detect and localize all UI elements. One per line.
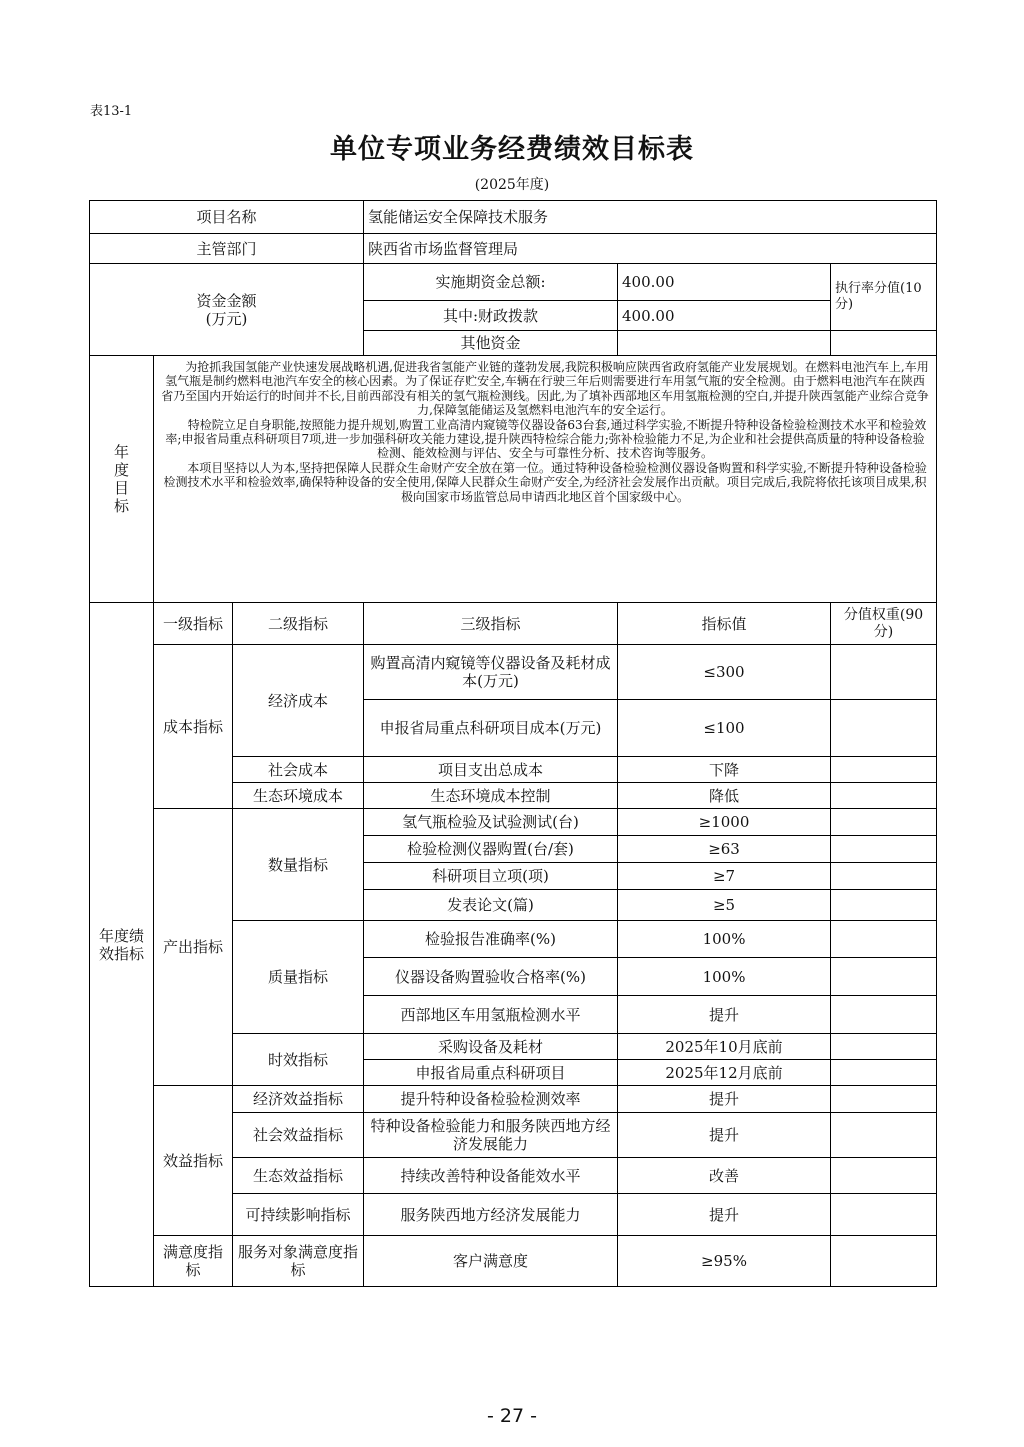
indicator-weight: [831, 809, 937, 836]
indicator-value: 改善: [618, 1158, 831, 1194]
indicator-name: 西部地区车用氢瓶检测水平: [364, 996, 618, 1034]
indicator-name: 采购设备及耗材: [364, 1034, 618, 1060]
funds-other-value: [618, 331, 831, 356]
indicator-weight: [831, 863, 937, 890]
indicator-name: 申报省局重点科研项目成本(万元): [364, 700, 618, 757]
table-row: [90, 1236, 937, 1287]
indicator-name: 申报省局重点科研项目: [364, 1060, 618, 1086]
table-row: [90, 809, 937, 836]
customer-satisfaction-label: 服务对象满意度指标: [233, 1236, 364, 1287]
indicator-weight: [831, 1158, 937, 1194]
indicator-weight: [831, 645, 937, 700]
department-label: 主管部门: [90, 234, 364, 264]
header-weight: 分值权重(90分): [831, 603, 937, 645]
indicator-name: 仪器设备购置验收合格率(%): [364, 958, 618, 996]
funds-fiscal-value: 400.00: [618, 301, 831, 331]
indicator-name: 科研项目立项(项): [364, 863, 618, 890]
goal-paragraph: 为抢抓我国氢能产业快速发展战略机遇,促进我省氢能产业链的蓬勃发展,我院积极响应陕西省政府氢能产业发展规划。在燃料电池汽车上,车用氢气瓶是制约燃料电池汽车安全的核心因素。为了保证存贮安全,车辆在行驶三年后则需要进行车用氢气瓶的安全检测。由于燃料电池汽车在陕西省乃至国内开始运行的时间并不长,目前西部没有相关的氢气瓶检测线。因此,为了填补西部地区车用氢瓶检测的空白,并提升陕西氢能产业综合竞争力,保障氢能储运及氢燃料电池汽车的安全运行。: [161, 360, 929, 418]
social-benefit-label: 社会效益指标: [233, 1113, 364, 1158]
cost-indicator-label: 成本指标: [154, 645, 233, 809]
indicator-value: ≤100: [618, 700, 831, 757]
indicator-name: 发表论文(篇): [364, 890, 618, 921]
indicator-value: ≥7: [618, 863, 831, 890]
indicator-name: 购置高清内窥镜等仪器设备及耗材成本(万元): [364, 645, 618, 700]
indicator-weight: [831, 1236, 937, 1287]
indicator-weight: [831, 1060, 937, 1086]
indicator-name: 提升特种设备检验检测效率: [364, 1086, 618, 1113]
indicator-value: 提升: [618, 1086, 831, 1113]
indicator-value: 2025年12月底前: [618, 1060, 831, 1086]
indicator-value: ≥63: [618, 836, 831, 863]
indicator-weight: [831, 757, 937, 783]
output-indicator-label: 产出指标: [154, 809, 233, 1086]
eco-benefit-label: 生态效益指标: [233, 1158, 364, 1194]
indicator-weight: [831, 836, 937, 863]
indicator-value: ≥1000: [618, 809, 831, 836]
header-value: 指标值: [618, 603, 831, 645]
indicator-value: ≤300: [618, 645, 831, 700]
indicator-name: 氢气瓶检验及试验测试(台): [364, 809, 618, 836]
indicator-weight: [831, 1086, 937, 1113]
indicator-name: 检验检测仪器购置(台/套): [364, 836, 618, 863]
project-name-row: [90, 201, 937, 234]
table-row: [90, 645, 937, 700]
indicator-value: 降低: [618, 783, 831, 809]
indicator-weight: [831, 1034, 937, 1060]
indicator-weight: [831, 1113, 937, 1158]
funds-label: 资金金额 (万元): [90, 264, 364, 356]
department-row: [90, 234, 937, 264]
fiscal-year: (2025年度): [474, 177, 550, 193]
indicator-weight: [831, 783, 937, 809]
funds-other-label: 其他资金: [364, 331, 618, 356]
indicator-weight: [831, 958, 937, 996]
indicator-value: 下降: [618, 757, 831, 783]
indicator-name: 客户满意度: [364, 1236, 618, 1287]
indicator-weight: [831, 996, 937, 1034]
social-cost-label: 社会成本: [233, 757, 364, 783]
indicator-value: ≥95%: [618, 1236, 831, 1287]
indicator-header-row: [90, 603, 937, 645]
execution-rate-score-label: 执行率分值(10分): [831, 264, 937, 331]
project-name-label: 项目名称: [90, 201, 364, 234]
indicator-weight: [831, 921, 937, 958]
indicator-name: 特种设备检验能力和服务陕西地方经济发展能力: [364, 1113, 618, 1158]
benefit-indicator-label: 效益指标: [154, 1086, 233, 1236]
indicator-value: 100%: [618, 958, 831, 996]
goal-paragraph: 本项目坚持以人为本,坚持把保障人民群众生命财产安全放在第一位。通过特种设备检验检测仪器设备购置和科学实验,不断提升特种设备检验检测技术水平和检验效率,确保特种设备的安全使用,保障人民群众生命财产安全,为经济社会发展作出贡献。项目完成后,我院将依托该项目成果,积极向国家市场监管总局申请西北地区首个国家级中心。: [163, 460, 927, 504]
indicator-weight: [831, 700, 937, 757]
indicator-value: 提升: [618, 1194, 831, 1236]
table-row: [90, 1086, 937, 1113]
annual-goal-label: 年度目标: [90, 356, 154, 603]
table-number: 表13-1: [90, 104, 133, 119]
satisfaction-indicator-label: 满意度指标: [154, 1236, 233, 1287]
sustainability-label: 可持续影响指标: [233, 1194, 364, 1236]
quantity-indicator-label: 数量指标: [233, 809, 364, 921]
page-title: 单位专项业务经费绩效目标表: [330, 134, 694, 165]
funds-total-value: 400.00: [618, 264, 831, 301]
funds-total-label: 实施期资金总额:: [364, 264, 618, 301]
indicator-name: 项目支出总成本: [364, 757, 618, 783]
indicator-value: 100%: [618, 921, 831, 958]
indicator-value: 提升: [618, 1113, 831, 1158]
indicator-value: 2025年10月底前: [618, 1034, 831, 1060]
annual-indicator-label: 年度绩效指标: [90, 603, 154, 1287]
indicator-value: ≥5: [618, 890, 831, 921]
indicator-weight: [831, 890, 937, 921]
indicator-name: 持续改善特种设备能效水平: [364, 1158, 618, 1194]
indicator-name: 检验报告准确率(%): [364, 921, 618, 958]
economic-benefit-label: 经济效益指标: [233, 1086, 364, 1113]
header-level3: 三级指标: [364, 603, 618, 645]
page-number: - 27 -: [487, 1405, 537, 1427]
economic-cost-label: 经济成本: [233, 645, 364, 757]
annual-goal-row: [90, 356, 937, 603]
timeliness-indicator-label: 时效指标: [233, 1034, 364, 1086]
funds-fiscal-label: 其中:财政拨款: [364, 301, 618, 331]
eco-cost-label: 生态环境成本: [233, 783, 364, 809]
indicator-value: 提升: [618, 996, 831, 1034]
indicator-name: 服务陕西地方经济发展能力: [364, 1194, 618, 1236]
performance-target-table: [89, 200, 937, 1287]
quality-indicator-label: 质量指标: [233, 921, 364, 1034]
funds-other-empty: [831, 331, 937, 356]
project-name-value: 氢能储运安全保障技术服务: [364, 201, 937, 234]
goal-paragraph: 特检院立足自身职能,按照能力提升规划,购置工业高清内窥镜等仪器设备63台套,通过科学实验,不断提升特种设备检验检测技术水平和检验效率;申报省局重点科研项目7项,进一步加强科研攻关能力建设,提升陕西特检综合能力;弥补检验能力不足,为企业和社会提供高质量的特种设备检验检测、能效检测与评估、安全与可靠性分析、技术咨询等服务。: [165, 417, 927, 461]
indicator-name: 生态环境成本控制: [364, 783, 618, 809]
annual-goal-text: [154, 356, 937, 603]
header-level2: 二级指标: [233, 603, 364, 645]
funds-total-row: [90, 264, 937, 301]
header-level1: 一级指标: [154, 603, 233, 645]
indicator-weight: [831, 1194, 937, 1236]
department-value: 陕西省市场监督管理局: [364, 234, 937, 264]
